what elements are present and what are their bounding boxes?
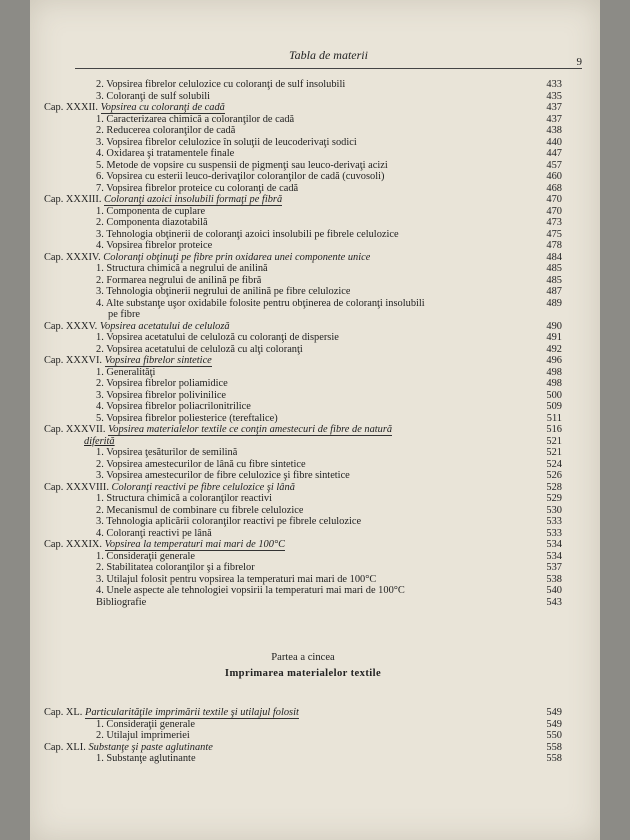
section-title: 1. Vopsirea ţesăturilor de semilină bbox=[96, 447, 238, 458]
page-number: 521 bbox=[546, 447, 562, 458]
section-title: 2. Vopsirea amestecurilor de lână cu fibre sintetice bbox=[96, 458, 306, 470]
page-number: 537 bbox=[546, 562, 562, 573]
chapter-entry bbox=[44, 194, 562, 206]
running-header bbox=[75, 48, 582, 69]
page-number: 538 bbox=[546, 573, 562, 585]
section-entry bbox=[44, 137, 562, 149]
page-number: 500 bbox=[546, 389, 562, 401]
page-number: 478 bbox=[546, 240, 562, 251]
page-number: 438 bbox=[546, 125, 562, 136]
page-number: 528 bbox=[546, 481, 562, 493]
chapter-heading bbox=[44, 742, 213, 754]
section-title: 1. Componenta de cuplare bbox=[96, 205, 206, 217]
section-entry bbox=[44, 309, 562, 321]
chapter-heading bbox=[44, 707, 299, 719]
page-number: 498 bbox=[546, 366, 562, 378]
section-title: 2. Vopsirea fibrelor celulozice cu coloranţi de sulf insolubili bbox=[96, 79, 346, 90]
page-number: 489 bbox=[546, 297, 562, 309]
page-number: 473 bbox=[546, 217, 562, 228]
page-number: 540 bbox=[546, 585, 562, 596]
section-entry bbox=[44, 240, 562, 252]
section-entry bbox=[44, 505, 562, 517]
page-number: 543 bbox=[546, 596, 562, 608]
section-entry bbox=[44, 171, 562, 183]
section-entry bbox=[44, 390, 562, 402]
section-entry bbox=[44, 470, 562, 482]
section-title: 3. Tehnologia aplicării coloranţilor reactivi pe fibrele celulozice bbox=[96, 516, 362, 527]
page-number: 484 bbox=[546, 251, 562, 263]
page-number: 521 bbox=[546, 435, 562, 447]
section-title: 3. Utilajul folosit pentru vopsirea la temperaturi mai mari de 100°C bbox=[96, 573, 377, 585]
section-title: 3. Vopsirea fibrelor celulozice în soluţii de leucoderivaţi sodici bbox=[96, 136, 357, 148]
chapter-entry bbox=[44, 742, 562, 754]
section-entry bbox=[44, 753, 562, 765]
section-entry bbox=[44, 493, 562, 505]
page-number: 485 bbox=[546, 274, 562, 286]
chapter-entry bbox=[44, 424, 562, 436]
chapter-title: Vopsirea acetatului de celuloză bbox=[99, 320, 230, 332]
chapter-number: Cap. XXXVIII. bbox=[44, 481, 109, 493]
section-title: 1. Vopsirea acetatului de celuloză cu coloranţi de dispersie bbox=[96, 332, 339, 343]
section-entry bbox=[44, 183, 562, 195]
section-entry bbox=[44, 298, 562, 310]
page-number: 490 bbox=[546, 320, 562, 332]
section-entry bbox=[44, 275, 562, 287]
section-title: 2. Componenta diazotabilă bbox=[96, 217, 208, 228]
section-title: 3. Vopsirea amestecurilor de fibre celulozice şi fibre sintetice bbox=[96, 470, 350, 481]
section-title: 2. Vopsirea acetatului de celuloză cu alţi coloranţi bbox=[96, 343, 303, 355]
chapter-title: Vopsirea cu coloranţi de cadă bbox=[100, 102, 225, 113]
section-entry bbox=[44, 206, 562, 218]
page-number: 485 bbox=[546, 263, 562, 274]
page-number: 487 bbox=[546, 286, 562, 297]
chapter-title: Coloranţi azoici insolubili formaţi pe fibră bbox=[104, 194, 283, 205]
page-number: 549 bbox=[546, 718, 562, 730]
chapter-entry bbox=[44, 707, 562, 719]
chapter-title: Coloranţi reactivi pe fibre celulozice şi lână bbox=[111, 481, 295, 493]
page-number: 496 bbox=[546, 355, 562, 366]
section-title: 3. Tehnologia obţinerii negrului de anilină pe fibre celulozice bbox=[96, 286, 351, 297]
section-entry bbox=[44, 378, 562, 390]
chapter-heading bbox=[44, 252, 370, 264]
section-title: 5. Vopsirea fibrelor poliesterice (tereftalice) bbox=[96, 412, 278, 424]
section-entry bbox=[44, 79, 562, 91]
section-entry bbox=[44, 91, 562, 103]
section-title: Bibliografie bbox=[96, 596, 147, 608]
chapter-entry bbox=[44, 321, 562, 333]
section-entry bbox=[44, 332, 562, 344]
section-entry bbox=[44, 459, 562, 471]
section-entry bbox=[44, 436, 562, 448]
page-number: 470 bbox=[546, 194, 562, 205]
section-entry bbox=[44, 528, 562, 540]
section-title: 3. Coloranţi de sulf solubili bbox=[96, 90, 211, 102]
page-number: 549 bbox=[546, 707, 562, 718]
chapter-entry bbox=[44, 102, 562, 114]
section-entry bbox=[44, 516, 562, 528]
chapter-entry bbox=[44, 482, 562, 494]
section-title: 1. Substanţe aglutinante bbox=[96, 753, 196, 764]
page-number: 433 bbox=[546, 79, 562, 90]
section-entry bbox=[44, 286, 562, 298]
section-entry bbox=[44, 574, 562, 586]
section-entry bbox=[44, 125, 562, 137]
page-number: 530 bbox=[546, 504, 562, 516]
section-entry bbox=[44, 562, 562, 574]
chapter-heading bbox=[44, 355, 212, 367]
page-number: 534 bbox=[546, 539, 562, 550]
section-title: 4. Oxidarea şi tratamentele finale bbox=[96, 148, 235, 159]
section-title: 1. Consideraţii generale bbox=[96, 718, 195, 730]
chapter-number: Cap. XL. bbox=[44, 707, 83, 718]
page-number: 460 bbox=[546, 171, 562, 182]
chapter-entry bbox=[44, 355, 562, 367]
section-title: 2. Mecanismul de combinare cu fibrele celulozice bbox=[96, 504, 304, 516]
section-entry bbox=[44, 447, 562, 459]
page-number: 435 bbox=[546, 90, 562, 102]
header-title: Tabla de materii bbox=[289, 48, 368, 62]
table-of-contents-part5 bbox=[44, 707, 562, 765]
section-title: 4. Vopsirea fibrelor proteice bbox=[96, 240, 213, 251]
section-title: 7. Vopsirea fibrelor proteice cu coloranţi de cadă bbox=[96, 182, 299, 194]
section-title: diferită bbox=[84, 435, 115, 447]
section-title: 1. Generalităţi bbox=[96, 366, 156, 378]
section-title: 3. Tehnologia obţinerii de coloranţi azoici insolubili pe fibrele celulozice bbox=[96, 228, 399, 240]
page-number: 457 bbox=[546, 159, 562, 171]
page-number: 498 bbox=[546, 378, 562, 389]
page-number: 558 bbox=[546, 741, 562, 753]
chapter-number: Cap. XXXV. bbox=[44, 320, 98, 332]
section-entry bbox=[44, 160, 562, 172]
section-title: 1. Structura chimică a coloranţilor reactivi bbox=[96, 493, 272, 504]
section-title: 1. Caracterizarea chimică a coloranţilor de cadă bbox=[96, 113, 295, 125]
section-entry bbox=[44, 217, 562, 229]
section-title: 2. Stabilitatea coloranţilor şi a fibrelor bbox=[96, 562, 255, 573]
section-entry bbox=[44, 597, 562, 609]
section-title: 2. Utilajul imprimeriei bbox=[96, 730, 190, 741]
chapter-number: Cap. XXXIX. bbox=[44, 539, 103, 550]
section-title: 4. Alte substanţe uşor oxidabile folosite pentru obţinerea de coloranţi insolubili bbox=[96, 297, 425, 309]
page-number: 509 bbox=[546, 401, 562, 412]
page-number: 550 bbox=[546, 730, 562, 741]
section-title: 1. Consideraţii generale bbox=[96, 550, 195, 562]
chapter-number: Cap. XLI. bbox=[44, 741, 86, 753]
section-title: 4. Coloranţi reactivi pe lână bbox=[96, 527, 212, 539]
section-title: 3. Vopsirea fibrelor polivinilice bbox=[96, 389, 227, 401]
page-number: 529 bbox=[546, 493, 562, 504]
page-number: 492 bbox=[546, 343, 562, 355]
page-number: 558 bbox=[546, 753, 562, 764]
page-number: 437 bbox=[546, 113, 562, 125]
chapter-heading bbox=[44, 102, 225, 114]
chapter-heading bbox=[44, 194, 282, 206]
page-number: 533 bbox=[546, 527, 562, 539]
section-title: 2. Vopsirea fibrelor poliamidice bbox=[96, 378, 228, 389]
page-number: 491 bbox=[546, 332, 562, 343]
chapter-title: Vopsirea fibrelor sintetice bbox=[104, 355, 212, 366]
chapter-number: Cap. XXXIV. bbox=[44, 251, 101, 263]
section-title: 4. Vopsirea fibrelor poliacrilonitrilice bbox=[96, 401, 251, 412]
section-entry bbox=[44, 114, 562, 126]
page-number: 475 bbox=[546, 228, 562, 240]
page-number: 526 bbox=[546, 470, 562, 481]
page-number: 533 bbox=[546, 516, 562, 527]
page-number: 516 bbox=[546, 424, 562, 435]
chapter-heading bbox=[44, 321, 230, 333]
page-number: 440 bbox=[546, 136, 562, 148]
chapter-heading bbox=[44, 539, 285, 551]
page-number: 437 bbox=[546, 102, 562, 113]
chapter-title: Substanţe şi paste aglutinante bbox=[88, 741, 213, 753]
section-entry bbox=[44, 719, 562, 731]
section-entry bbox=[44, 263, 562, 275]
chapter-number: Cap. XXXVII. bbox=[44, 424, 106, 435]
page-number: 447 bbox=[546, 148, 562, 159]
page-number: 470 bbox=[546, 205, 562, 217]
table-of-contents bbox=[44, 79, 562, 608]
page-number: 511 bbox=[546, 412, 562, 424]
chapter-title: Vopsirea la temperaturi mai mari de 100°C bbox=[104, 539, 286, 550]
section-title: 1. Structura chimică a negrului de anilină bbox=[96, 263, 268, 274]
section-entry bbox=[44, 401, 562, 413]
section-title: 2. Formarea negrului de anilină pe fibră bbox=[96, 274, 262, 286]
chapter-heading bbox=[44, 424, 392, 436]
section-title: 2. Reducerea coloranţilor de cadă bbox=[96, 125, 236, 136]
chapter-number: Cap. XXXIII. bbox=[44, 194, 102, 205]
page-number: 524 bbox=[546, 458, 562, 470]
part-label: Partea a cincea bbox=[271, 652, 335, 663]
chapter-entry bbox=[44, 539, 562, 551]
chapter-number: Cap. XXXVI. bbox=[44, 355, 103, 366]
section-title: 4. Unele aspecte ale tehnologiei vopsirii la temperaturi mai mari de 100°C bbox=[96, 585, 405, 596]
chapter-entry bbox=[44, 252, 562, 264]
section-entry bbox=[44, 148, 562, 160]
page-number: 534 bbox=[546, 550, 562, 562]
chapter-heading bbox=[44, 482, 295, 494]
section-entry bbox=[44, 367, 562, 379]
chapter-title: Vopsirea materialelor textile ce conţin amestecuri de fibre de natură bbox=[108, 424, 393, 435]
chapter-number: Cap. XXXII. bbox=[44, 102, 98, 113]
section-title: pe fibre bbox=[108, 309, 141, 320]
section-entry bbox=[44, 229, 562, 241]
section-entry bbox=[44, 585, 562, 597]
section-title: 6. Vopsirea cu esterii leuco-derivaţilor coloranţilor de cadă (cuvosoli) bbox=[96, 171, 385, 182]
page-number: 468 bbox=[546, 182, 562, 194]
chapter-title: Coloranţi obţinuţi pe fibre prin oxidarea unei componente unice bbox=[103, 251, 371, 263]
section-title: 5. Metode de vopsire cu suspensii de pigmenţi sau leuco-derivaţi acizi bbox=[96, 159, 388, 171]
part-title: Imprimarea materialelor textile bbox=[224, 668, 382, 679]
chapter-title: Particularităţile imprimării textile şi utilajul folosit bbox=[85, 707, 299, 718]
section-entry bbox=[44, 551, 562, 563]
section-entry bbox=[44, 344, 562, 356]
header-page-number: 9 bbox=[576, 56, 582, 68]
section-entry bbox=[44, 730, 562, 742]
section-entry bbox=[44, 413, 562, 425]
